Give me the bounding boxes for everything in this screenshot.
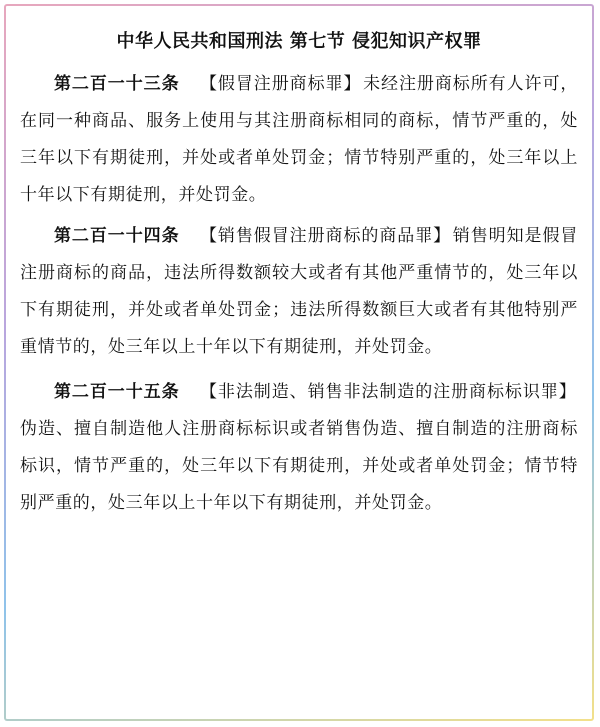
article-crime-name: 【非法制造、销售非法制造的注册商标标识罪】 <box>199 382 577 402</box>
article-crime-name: 【假冒注册商标罪】 <box>199 74 362 94</box>
article-crime-name: 【销售假冒注册商标的商品罪】 <box>199 226 452 246</box>
article-number: 第二百一十五条 <box>54 382 180 402</box>
document-body <box>20 28 578 526</box>
page-title: 中华人民共和国刑法 第七节 侵犯知识产权罪 <box>116 31 482 52</box>
article-213 <box>20 66 578 214</box>
article-text: 销售明知是假冒注册商标的商品，违法所得数额较大或者有其他严重情节的，处三年以下有期徒刑，并处或者单处罚金；违法所得数额巨大或者有其他特别严重情节的，处三年以上十年以下有期徒刑，并处罚金。 <box>20 226 578 357</box>
article-number: 第二百一十四条 <box>54 226 180 246</box>
article-215 <box>20 374 578 522</box>
article-214 <box>20 218 578 366</box>
article-number: 第二百一十三条 <box>54 74 180 94</box>
article-text: 未经注册商标所有人许可，在同一种商品、服务上使用与其注册商标相同的商标，情节严重的，处三年以下有期徒刑，并处或者单处罚金；情节特别严重的，处三年以上十年以下有期徒刑，并处罚金。 <box>20 74 578 205</box>
article-text: 伪造、擅自制造他人注册商标标识或者销售伪造、擅自制造的注册商标标识，情节严重的，处三年以下有期徒刑，并处或者单处罚金；情节特别严重的，处三年以上十年以下有期徒刑，并处罚金。 <box>20 419 578 513</box>
